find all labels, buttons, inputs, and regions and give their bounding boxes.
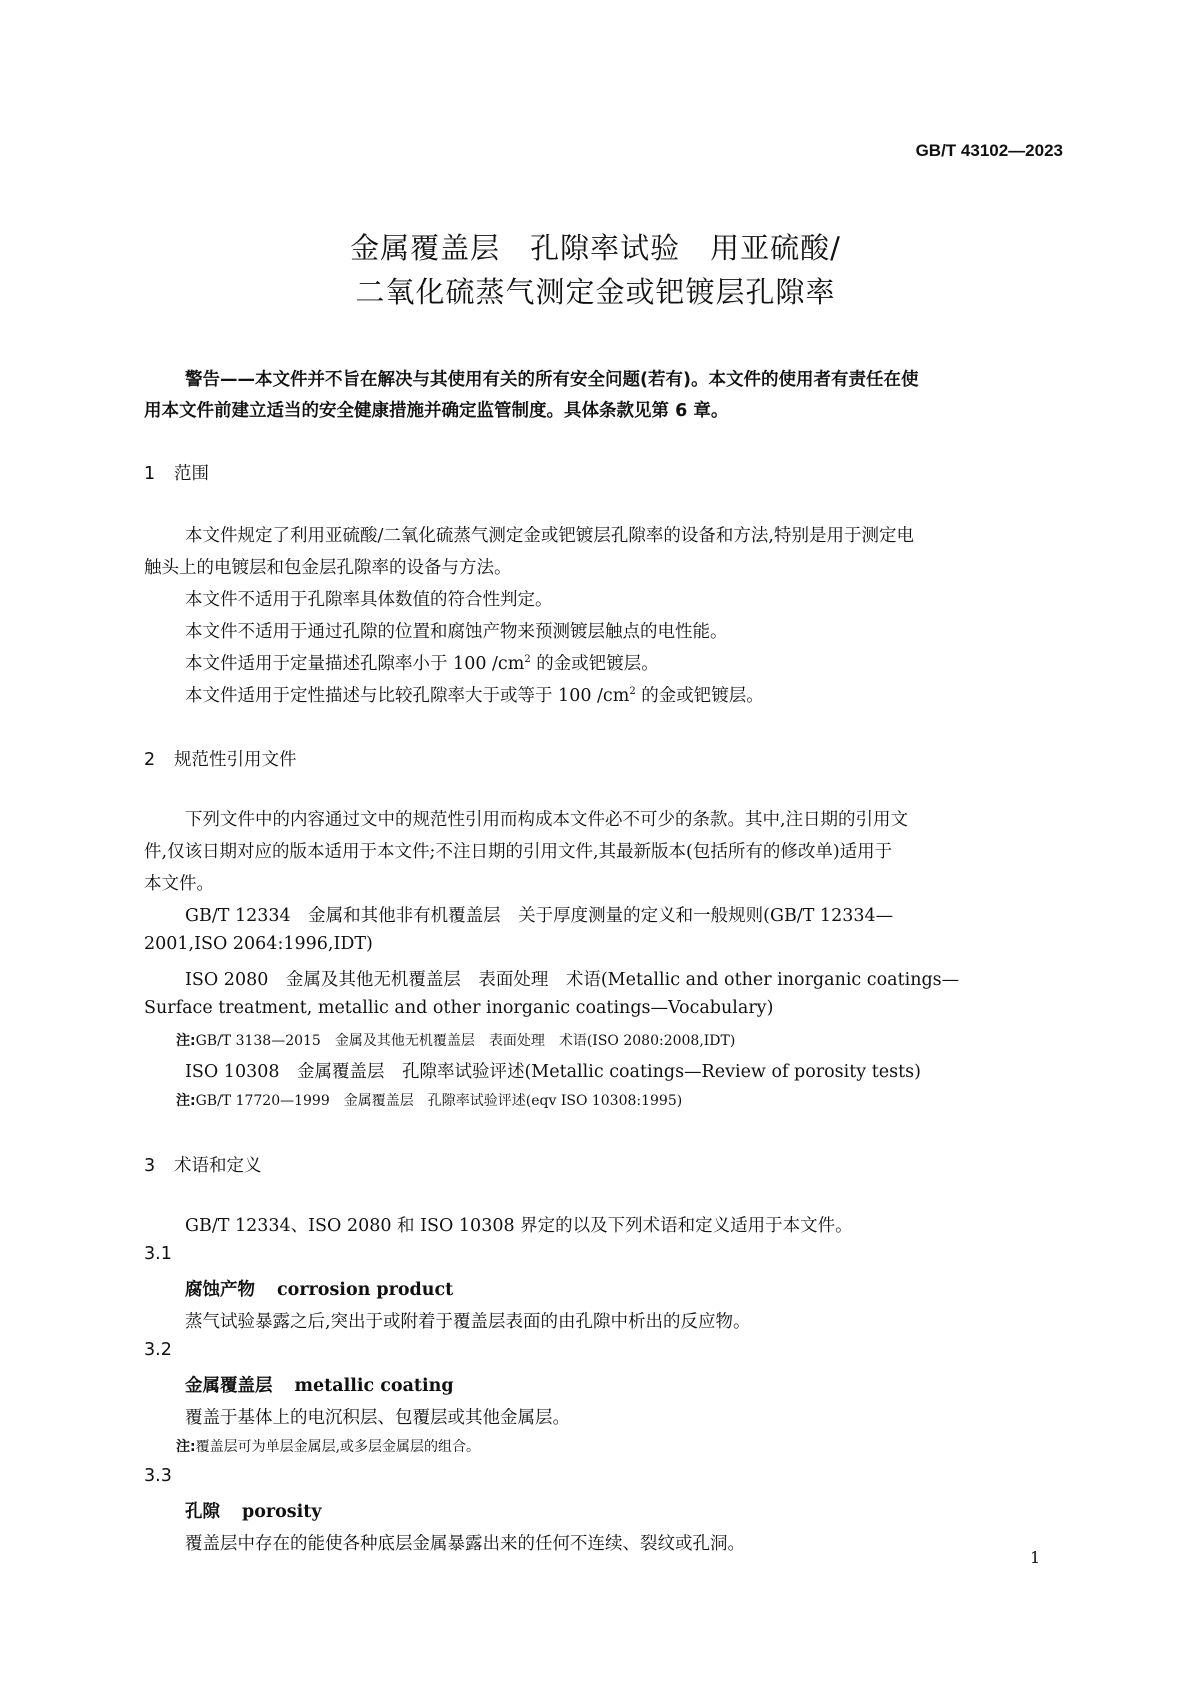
term-en: metallic coating: [294, 1376, 454, 1396]
term-zh: 孔隙: [185, 1502, 220, 1522]
paragraph: 件,仅该日期对应的版本适用于本文件;不注日期的引用文件,其最新版本(包括所有的修改单)适用于: [144, 842, 893, 862]
section-title: 范围: [174, 464, 209, 484]
term-entry: [185, 1498, 322, 1523]
text: 本文件适用于定性描述与比较孔隙率大于或等于 100 /cm: [185, 686, 630, 706]
section-3-heading: [144, 1152, 262, 1177]
text: 的金或钯镀层。: [530, 654, 659, 674]
note-text: GB/T 17720—1999 金属覆盖层 孔隙率试验评述(eqv ISO 10308:1995): [195, 1093, 683, 1109]
superscript: 2: [629, 686, 636, 698]
term-en: corrosion product: [277, 1280, 454, 1300]
note-label: 注:: [176, 1093, 196, 1109]
text: 的金或钯镀层。: [635, 686, 764, 706]
note-text: 覆盖层可为单层金属层,或多层金属层的组合。: [195, 1439, 481, 1455]
section-2-heading: [144, 746, 297, 771]
reference-entry: ISO 10308 金属覆盖层 孔隙率试验评述(Metallic coatings—Review of porosity tests): [185, 1062, 921, 1082]
note-label: 注:: [176, 1439, 196, 1455]
note-label: 注:: [176, 1033, 196, 1049]
reference-entry: 2001,ISO 2064:1996,IDT): [144, 934, 373, 954]
note: [176, 1090, 682, 1110]
note: [176, 1436, 480, 1456]
paragraph: 本文件。: [144, 874, 214, 894]
section-number: 2: [144, 750, 156, 770]
paragraph: GB/T 12334、ISO 2080 和 ISO 10308 界定的以及下列术语和定义适用于本文件。: [185, 1216, 853, 1236]
page-number: 1: [1030, 1548, 1041, 1567]
section-title: 术语和定义: [174, 1156, 262, 1176]
paragraph: [185, 682, 764, 707]
term-zh: 金属覆盖层: [185, 1376, 273, 1396]
term-entry: [185, 1372, 454, 1397]
note-text: GB/T 3138—2015 金属及其他无机覆盖层 表面处理 术语(ISO 2080:2008,IDT): [195, 1033, 736, 1049]
note: [176, 1030, 735, 1050]
document-title-line-2: 二氧化硫蒸气测定金或钯镀层孔隙率: [355, 275, 836, 309]
term-definition: 覆盖于基体上的电沉积层、包覆层或其他金属层。: [185, 1408, 570, 1428]
document-code: GB/T 43102—2023: [915, 141, 1063, 160]
paragraph: 本文件不适用于孔隙率具体数值的符合性判定。: [185, 590, 553, 610]
reference-entry: ISO 2080 金属及其他无机覆盖层 表面处理 术语(Metallic and other inorganic coatings—: [185, 970, 960, 990]
term-en: porosity: [242, 1502, 322, 1522]
reference-entry: GB/T 12334 金属和其他非有机覆盖层 关于厚度测量的定义和一般规则(GB/T 12334—: [185, 906, 894, 926]
term-zh: 腐蚀产物: [185, 1280, 255, 1300]
warning-line-1: 警告——本文件并不旨在解决与其使用有关的所有安全问题(若有)。本文件的使用者有责任在使: [185, 370, 919, 390]
paragraph: 下列文件中的内容通过文中的规范性引用而构成本文件必不可少的条款。其中,注日期的引用文: [185, 810, 909, 830]
paragraph: 本文件不适用于通过孔隙的位置和腐蚀产物来预测镀层触点的电性能。: [185, 622, 728, 642]
term-number: 3.2: [144, 1340, 172, 1360]
term-definition: 覆盖层中存在的能使各种底层金属暴露出来的任何不连续、裂纹或孔洞。: [185, 1534, 745, 1554]
term-entry: [185, 1276, 453, 1301]
paragraph: [185, 650, 659, 675]
section-number: 1: [144, 464, 156, 484]
section-1-heading: [144, 460, 209, 485]
warning-line-2: 用本文件前建立适当的安全健康措施并确定监管制度。具体条款见第 6 章。: [144, 401, 729, 421]
superscript: 2: [524, 654, 531, 666]
reference-entry: Surface treatment, metallic and other inorganic coatings—Vocabulary): [144, 998, 774, 1018]
term-number: 3.3: [144, 1466, 172, 1486]
text: 本文件适用于定量描述孔隙率小于 100 /cm: [185, 654, 525, 674]
paragraph: 触头上的电镀层和包金层孔隙率的设备与方法。: [144, 558, 512, 578]
paragraph: 本文件规定了利用亚硫酸/二氧化硫蒸气测定金或钯镀层孔隙率的设备和方法,特别是用于测定电: [185, 526, 914, 546]
term-number: 3.1: [144, 1244, 172, 1264]
term-definition: 蒸气试验暴露之后,突出于或附着于覆盖层表面的由孔隙中析出的反应物。: [185, 1312, 751, 1332]
document-title-line-1: 金属覆盖层 孔隙率试验 用亚硫酸/: [350, 231, 841, 265]
section-title: 规范性引用文件: [174, 750, 297, 770]
section-number: 3: [144, 1156, 156, 1176]
